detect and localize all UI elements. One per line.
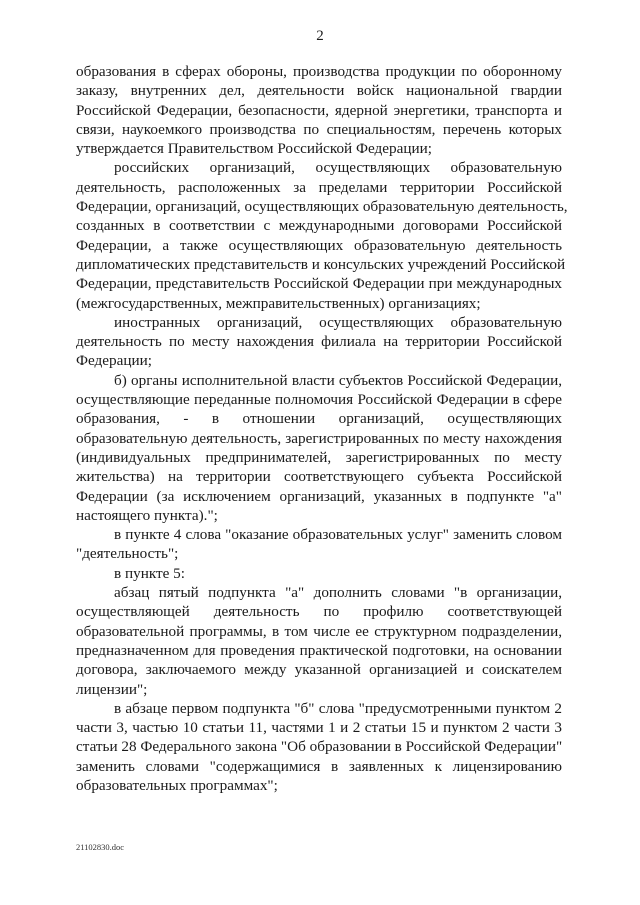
text-line: деятельность по месту нахождения филиала на территории Российской [76, 333, 562, 351]
text-line: образования в сферах обороны, производства продукции по оборонному [76, 63, 562, 80]
text-line: образования, - в отношении организаций, осуществляющих [76, 410, 562, 428]
text-line: части 3, частью 10 статьи 11, частями 1 и 2 статьи 15 и пунктом 2 части 3 [76, 719, 562, 737]
text-line: (межгосударственных, межправительственных) организациях; [76, 294, 481, 312]
text-line: осуществляющие переданные полномочия Российской Федерации в сфере [76, 391, 562, 409]
text-line: предназначенном для проведения практической подготовки, на основании [76, 641, 562, 659]
text-line: иностранных организаций, осуществляющих образовательную [114, 313, 562, 331]
text-line: лицензии"; [76, 680, 148, 698]
text-line: статьи 28 Федерального закона "Об образовании в Российской Федерации" [76, 738, 563, 756]
document-file-code: 21102830.doc [76, 842, 125, 852]
page-number: 2 [316, 28, 324, 44]
text-line: жительства) на территории соответствующего субъекта Российской [76, 468, 562, 486]
text-line: созданных в соответствии с международными договорами Российской [76, 217, 562, 235]
text-line: заменить словами "содержащимися в заявленных к лицензированию [76, 757, 562, 775]
text-line: Федерации, представительств Российской Федерации при международных [76, 275, 562, 293]
text-line: образовательной программы, в том числе ее структурном подразделении, [76, 622, 562, 640]
text-line: "деятельность"; [76, 545, 179, 563]
text-line: деятельность, расположенных за пределами территории Российской [76, 178, 562, 196]
text-line: в абзаце первом подпункта "б" слова "предусмотренными пунктом 2 [114, 699, 562, 717]
text-line: образовательных программах"; [76, 776, 278, 794]
text-line: абзац пятый подпункта "а" дополнить словами "в организации, [114, 584, 562, 602]
text-line: в пункте 4 слова "оказание образовательных услуг" заменить словом [114, 526, 562, 544]
text-line: образовательную деятельность, зарегистрированных по месту нахождения [76, 429, 562, 447]
text-line: Российской Федерации, безопасности, ядерной энергетики, транспорта и [76, 101, 562, 119]
text-line: б) органы исполнительной власти субъектов Российской Федерации, [114, 371, 562, 389]
text-line: российских организаций, осуществляющих образовательную [114, 159, 562, 177]
text-line: Федерации; [76, 352, 152, 370]
document-body-text [76, 62, 568, 795]
text-line: утверждается Правительством Российской Федерации; [76, 140, 432, 158]
text-line: заказу, внутренних дел, деятельности войск национальной гвардии [76, 82, 562, 100]
text-line: связи, наукоемкого производства по специальностям, перечень которых [76, 120, 562, 138]
text-line: Федерации, организаций, осуществляющих образовательную деятельность, [76, 198, 568, 216]
text-line: в пункте 5: [114, 564, 185, 582]
text-line: (индивидуальных предпринимателей, зарегистрированных по месту [76, 448, 562, 466]
text-line: договора, заключаемого между указанной организацией и соискателем [76, 661, 562, 679]
text-line: Федерации (за исключением организаций, указанных в подпункте "а" [76, 487, 562, 505]
text-line: дипломатических представительств и консульских учреждений Российской [76, 255, 566, 273]
text-line: настоящего пункта)."; [76, 506, 218, 524]
text-line: Федерации, а также осуществляющих образовательную деятельность [76, 236, 562, 254]
text-line: осуществляющей деятельность по профилю соответствующей [76, 603, 562, 621]
